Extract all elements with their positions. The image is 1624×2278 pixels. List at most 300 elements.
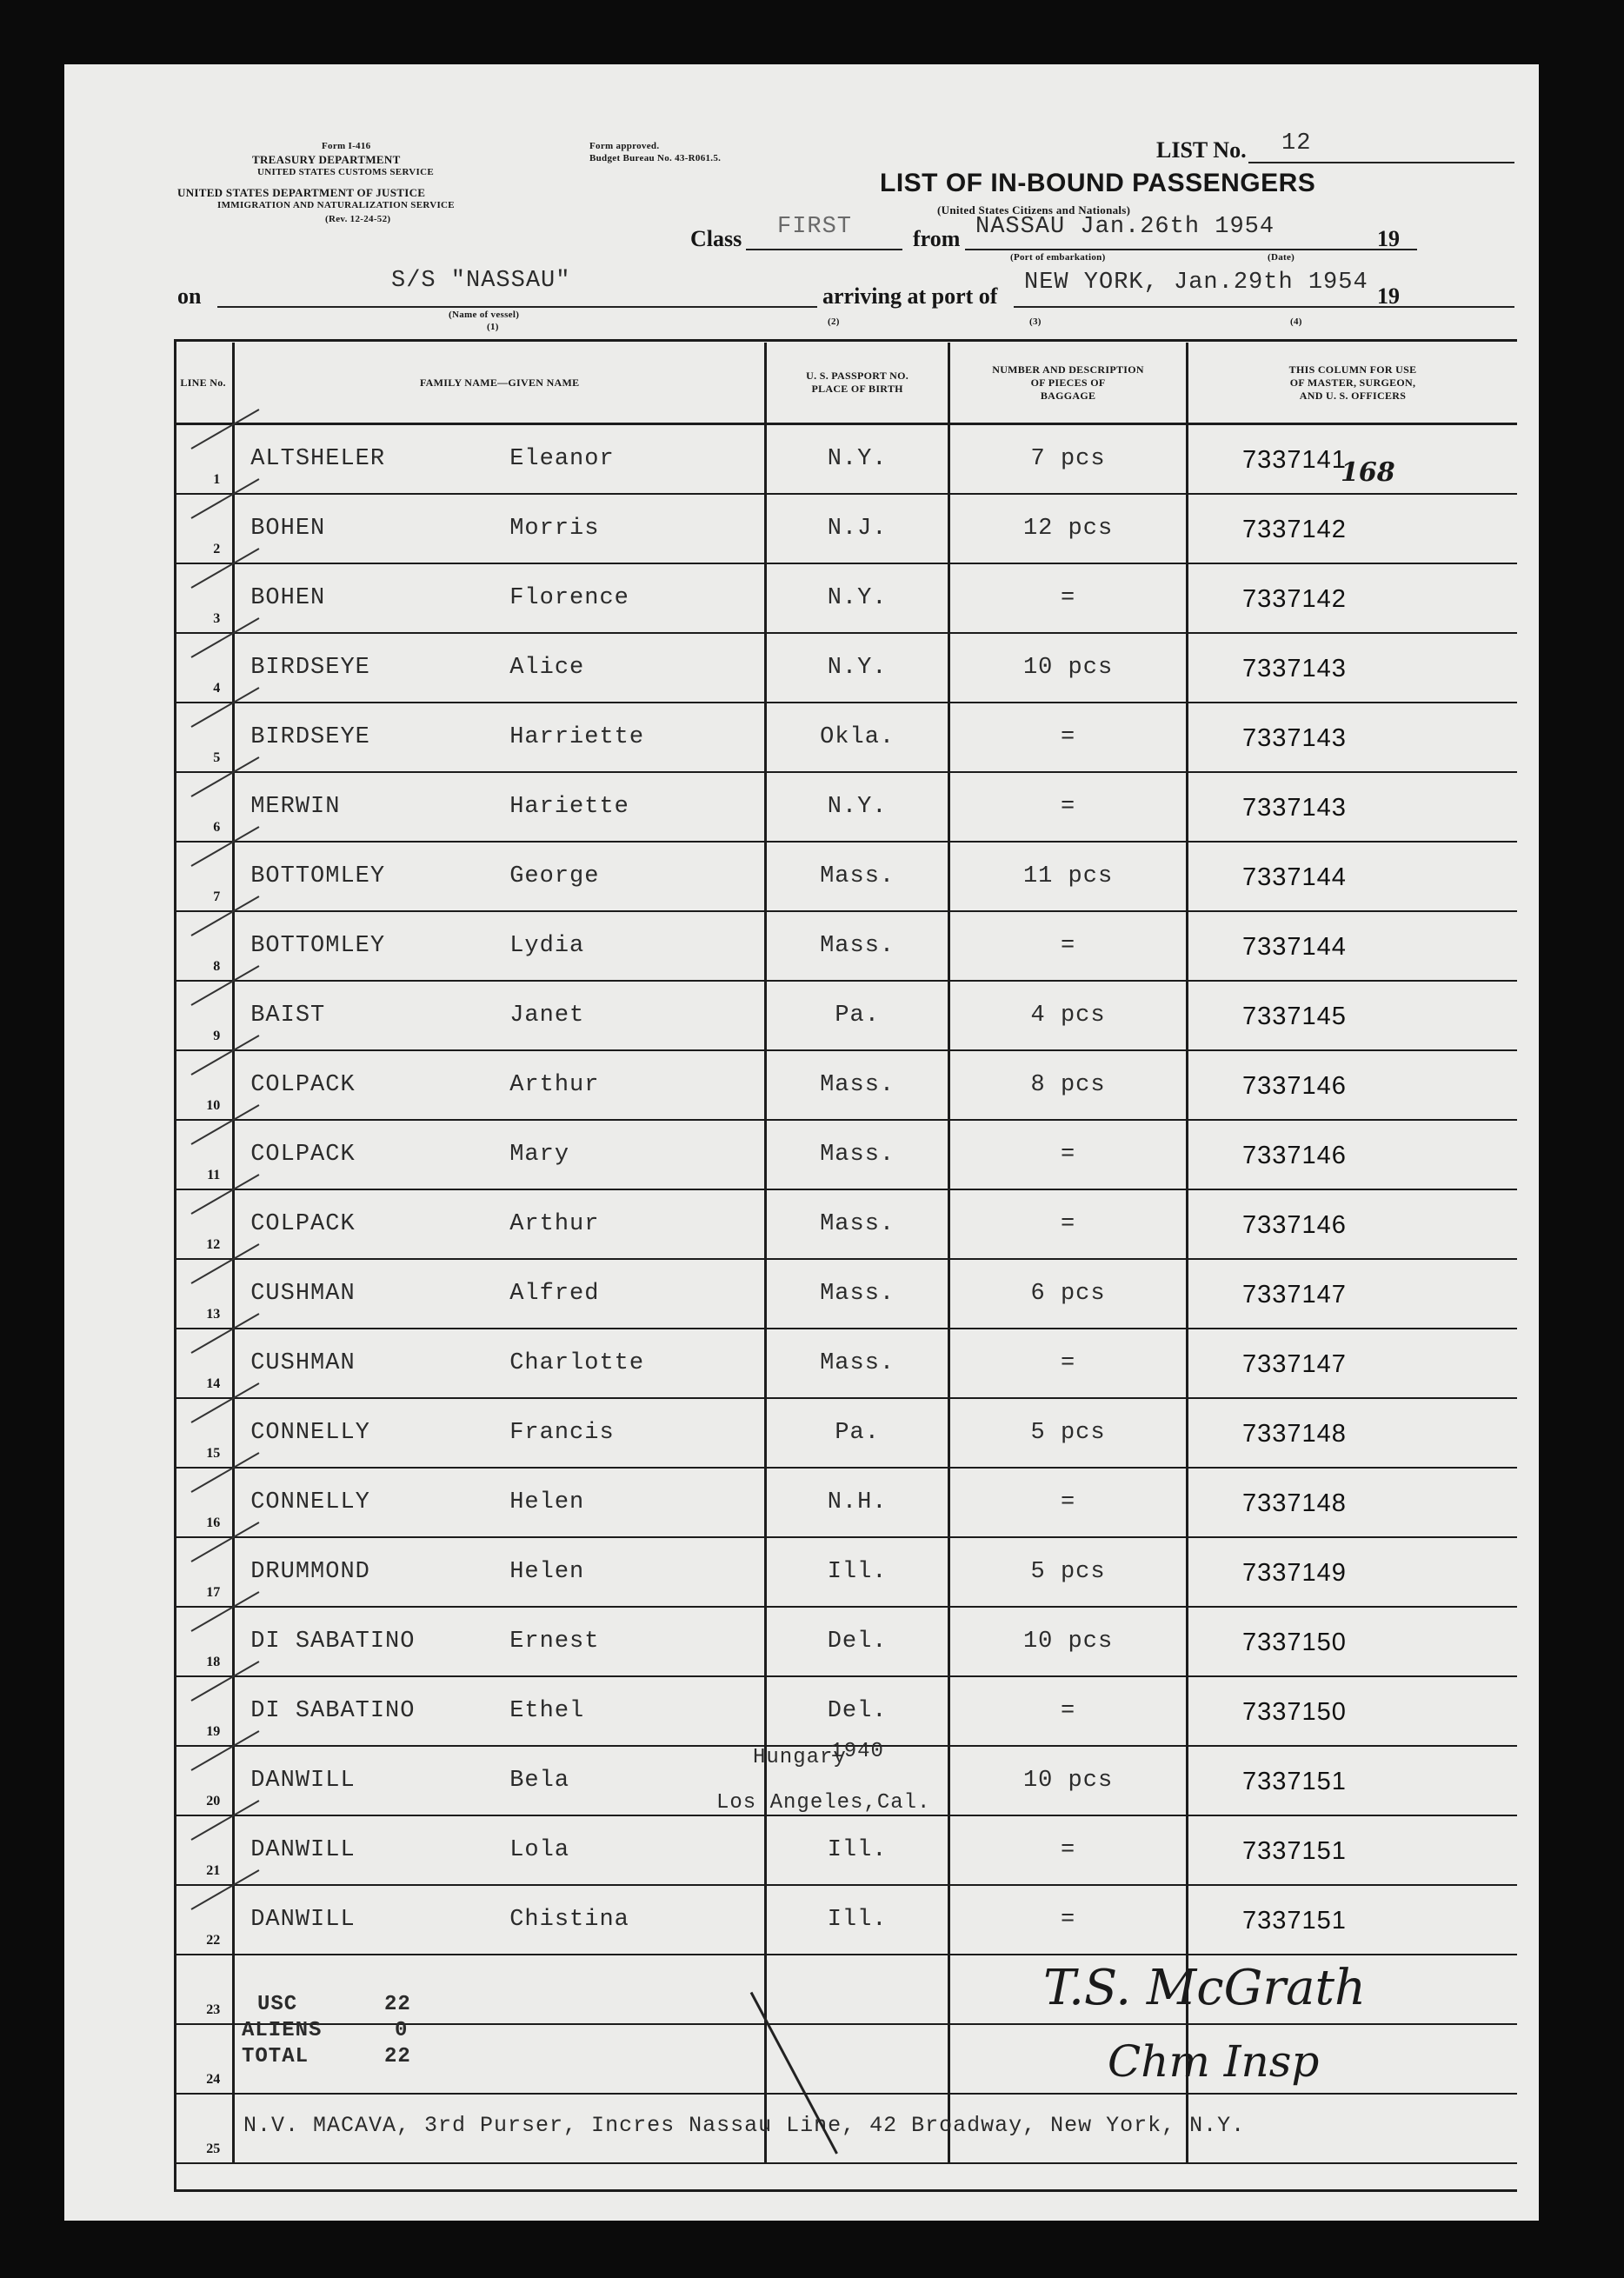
baggage-description: 10 pcs [1022,1768,1114,1794]
officer-number-cell [1188,1746,1517,1815]
baggage-description: 8 pcs [1030,1072,1106,1098]
line-no-cell [174,1259,234,1329]
birthplace-cell [766,1259,949,1329]
header-name: FAMILY NAME—GIVEN NAME [234,343,766,424]
name-cell [234,633,766,703]
baggage-cell [949,1120,1188,1189]
table-row [174,633,1517,703]
list-no-label: LIST No. [1156,137,1247,163]
officer-number-cell [1188,494,1517,563]
place-of-birth: N.Y. [827,655,888,681]
family-name: DI SABATINO [250,1698,416,1724]
passport-number: 7337151 [1242,1907,1347,1935]
budget-bureau: Budget Bureau No. 43-R061.5. [589,153,722,163]
given-name: Janet [509,1002,585,1029]
form-number: Form I-416 [322,141,371,151]
line-no-cell [174,911,234,981]
officer-number-cell [1188,1189,1517,1259]
treasury-department: TREASURY DEPARTMENT [252,153,401,166]
baggage-description: = [1060,1211,1076,1237]
place-of-birth: Mass. [820,933,895,959]
officer-number-cell [1188,981,1517,1050]
line-number: 7 [213,889,221,904]
passport-number: 7337141 [1242,446,1347,474]
name-cell [234,772,766,842]
passport-number: 7337150 [1242,1629,1347,1656]
arriving-label: arriving at port of [822,283,998,309]
birthplace-cell [766,424,949,495]
baggage-cell [949,1746,1188,1815]
line-number: 22 [206,1933,221,1948]
family-name: BIRDSEYE [250,655,370,681]
given-name: Alice [509,655,585,681]
family-name: BOTTOMLEY [250,863,386,889]
name-cell [234,1955,766,2024]
table-row [174,1329,1517,1398]
baggage-description: 10 pcs [1022,1629,1114,1655]
table-row [174,1120,1517,1189]
birthplace-cell [766,1050,949,1120]
baggage-description: = [1060,794,1076,820]
class-label: Class [690,226,742,251]
given-name: Bela [509,1768,570,1794]
given-name: Arthur [509,1211,600,1237]
baggage-description: = [1060,1350,1076,1376]
table-header-row [174,343,1517,424]
name-cell [234,494,766,563]
line-number: 14 [206,1376,221,1391]
place-of-birth: Ill. [827,1837,888,1863]
totals-total: 22 [384,2045,411,2068]
form-approved: Form approved. [589,141,660,151]
line-no-cell [174,772,234,842]
table-row [174,981,1517,1050]
given-name: Morris [509,516,600,542]
header-baggage: NUMBER AND DESCRIPTION OF PIECES OF BAGGAGE [949,343,1188,424]
baggage-description: 12 pcs [1022,516,1114,542]
caption-4: (4) [1290,316,1302,327]
caption-2: (2) [828,316,840,327]
officer-number-cell [1188,1815,1517,1885]
justice-department: UNITED STATES DEPARTMENT OF JUSTICE [177,186,426,199]
line-no-cell [174,633,234,703]
officer-number-cell [1188,1607,1517,1676]
caption-1: (1) [487,322,499,332]
name-cell [234,1537,766,1607]
family-name: CUSHMAN [250,1281,356,1307]
table-row [174,1537,1517,1607]
officer-number-cell [1188,1537,1517,1607]
header-line-no: LINE No. [174,343,234,424]
baggage-description: 11 pcs [1022,863,1114,889]
name-cell [234,1329,766,1398]
baggage-description: = [1060,724,1076,750]
passport-number: 7337143 [1242,724,1347,752]
baggage-cell [949,1676,1188,1746]
baggage-cell [949,1398,1188,1468]
totals-total-label: TOTAL [242,2045,309,2068]
baggage-cell [949,563,1188,633]
baggage-cell [949,842,1188,911]
name-cell [234,981,766,1050]
given-name: Alfred [509,1281,600,1307]
passport-number: 7337147 [1242,1281,1347,1309]
family-name: MERWIN [250,794,341,820]
line-no-cell [174,1815,234,1885]
officer-number-cell [1188,1398,1517,1468]
line-no-cell [174,1885,234,1955]
baggage-cell [949,1815,1188,1885]
table-row [174,1607,1517,1676]
line-number: 17 [206,1585,221,1600]
name-cell [234,1050,766,1120]
birthplace-cell [766,633,949,703]
given-name: Helen [509,1489,585,1515]
passport-number: 7337146 [1242,1072,1347,1100]
name-cell [234,911,766,981]
birthplace-cell [766,1329,949,1398]
officer-number-cell [1188,1120,1517,1189]
header-passport: U. S. PASSPORT NO. PLACE OF BIRTH [766,343,949,424]
line-number: 23 [206,2002,221,2017]
table-row [174,1189,1517,1259]
place-of-birth: Ill. [827,1907,888,1933]
passport-number: 7337146 [1242,1211,1347,1239]
birthplace-cell [766,1120,949,1189]
passport-number: 7337145 [1242,1002,1347,1030]
table-row [174,703,1517,772]
on-label: on [177,283,202,309]
class-value: FIRST [777,214,853,240]
officer-number-cell [1188,563,1517,633]
signature-inspector: Chm Insp [1108,2036,1320,2087]
place-of-birth: N.Y. [827,446,888,472]
birthplace-cell [766,1815,949,1885]
passport-number: 7337142 [1242,585,1347,613]
table-row [174,1885,1517,1955]
line-no-cell [174,981,234,1050]
baggage-description: 5 pcs [1030,1559,1106,1585]
line-number: 6 [213,820,221,835]
given-name: Harriette [509,724,645,750]
baggage-cell [949,703,1188,772]
passport-number: 7337151 [1242,1768,1347,1795]
baggage-cell [949,1607,1188,1676]
name-cell [234,1676,766,1746]
given-name: Lola [509,1837,570,1863]
given-name: Arthur [509,1072,600,1098]
family-name: BIRDSEYE [250,724,370,750]
baggage-cell [949,1537,1188,1607]
birthplace-cell [766,703,949,772]
name-cell [234,842,766,911]
officer-number-cell [1188,703,1517,772]
place-of-birth: Del. [827,1698,888,1724]
place-of-birth: Mass. [820,1281,895,1307]
table-row [174,1815,1517,1885]
baggage-description: 4 pcs [1030,1002,1106,1029]
name-cell [234,703,766,772]
line-no-cell [174,1955,234,2024]
birthplace-cell [766,1189,949,1259]
officer-number-cell [1188,633,1517,703]
baggage-cell [949,772,1188,842]
table-row [174,1676,1517,1746]
place-of-birth: 1940 [830,1740,884,1763]
year-prefix: 19 [1377,226,1400,251]
table-row [174,1398,1517,1468]
family-name: DI SABATINO [250,1629,416,1655]
given-name: Florence [509,585,629,611]
name-cell [234,424,766,495]
officer-number-cell [1188,1885,1517,1955]
given-name: Charlotte [509,1350,645,1376]
passport-number: 7337143 [1242,794,1347,822]
vessel-caption: (Name of vessel) [449,310,520,320]
given-name: George [509,863,600,889]
passport-number: 7337148 [1242,1489,1347,1517]
place-of-birth: Del. [827,1629,888,1655]
birthplace-cell [766,911,949,981]
from-value: NASSAU Jan.26th 1954 [975,214,1275,240]
caption-3: (3) [1029,316,1042,327]
baggage-description: = [1060,1142,1076,1168]
purser-line: N.V. MACAVA, 3rd Purser, Incres Nassau Line, 42 Broadway, New York, N.Y. [243,2113,1246,2138]
baggage-cell [949,1468,1188,1537]
table-row [174,1468,1517,1537]
table-row [174,563,1517,633]
family-name: COLPACK [250,1072,356,1098]
line-no-cell [174,1329,234,1398]
family-name: CONNELLY [250,1420,370,1446]
birthplace-cell [766,1537,949,1607]
name-cell [234,1398,766,1468]
passport-number: 7337142 [1242,516,1347,543]
line-number: 12 [206,1237,221,1252]
page-number-annotation: 168 [1341,457,1395,488]
passport-number: 7337151 [1242,1837,1347,1865]
family-name: ALTSHELER [250,446,386,472]
totals-aliens: 0 [395,2019,409,2042]
baggage-description: 7 pcs [1030,446,1106,472]
given-name: Francis [509,1420,615,1446]
given-name: Mary [509,1142,570,1168]
page-subtitle: (United States Citizens and Nationals) [937,203,1131,216]
baggage-cell [949,1189,1188,1259]
baggage-cell [949,1329,1188,1398]
place-of-birth: Mass. [820,863,895,889]
line-no-cell [174,1676,234,1746]
passport-number: 7337144 [1242,863,1347,891]
table-row [174,842,1517,911]
baggage-description: 6 pcs [1030,1281,1106,1307]
totals-usc-label: USC [257,1993,298,2016]
line-no-cell [174,703,234,772]
place-of-birth: N.H. [827,1489,888,1515]
baggage-description: = [1060,1907,1076,1933]
baggage-description: = [1060,933,1076,959]
family-name: COLPACK [250,1142,356,1168]
line-number: 1 [213,472,221,487]
table-row [174,1050,1517,1120]
given-name: Ernest [509,1629,600,1655]
birthplace-cell [766,1955,949,2024]
family-name: DANWILL [250,1768,356,1794]
line-number: 24 [206,2072,221,2087]
baggage-description: 10 pcs [1022,655,1114,681]
place-of-birth: Mass. [820,1072,895,1098]
officer-number-cell [1188,842,1517,911]
line-number: 19 [206,1724,221,1739]
table-row [174,1259,1517,1329]
line-number: 16 [206,1515,221,1530]
place-of-birth: Pa. [835,1420,880,1446]
totals-aliens-label: ALIENS [242,2019,323,2042]
passport-number: 7337144 [1242,933,1347,961]
birthplace-los-angeles: Los Angeles,Cal. [716,1791,931,1815]
given-name: Hariette [509,794,629,820]
officer-number-cell [1188,1468,1517,1537]
place-of-birth: N.J. [827,516,888,542]
given-name: Helen [509,1559,585,1585]
table-row [174,494,1517,563]
birthplace-cell [766,842,949,911]
place-of-birth: Pa. [835,1002,880,1029]
line-no-cell [174,1120,234,1189]
officer-number-cell [1188,1329,1517,1398]
table-row [174,424,1517,495]
table-row [174,772,1517,842]
line-number: 13 [206,1307,221,1322]
line-no-cell [174,2024,234,2094]
birthplace-cell [766,981,949,1050]
table-row [174,911,1517,981]
baggage-cell [949,494,1188,563]
family-name: BAIST [250,1002,326,1029]
line-number: 9 [213,1029,221,1043]
officer-number-cell [1188,1259,1517,1329]
manifest-page [64,64,1539,2221]
place-of-birth: Mass. [820,1350,895,1376]
line-no-cell [174,424,234,495]
name-cell [234,1607,766,1676]
birthplace-cell [766,1607,949,1676]
officer-number-cell [1188,1050,1517,1120]
passport-number: 7337148 [1242,1420,1347,1448]
date-caption: (Date) [1268,252,1295,263]
baggage-cell [949,1050,1188,1120]
line-no-cell [174,563,234,633]
header-officers: THIS COLUMN FOR USE OF MASTER, SURGEON, AND U. S. OFFICERS [1188,343,1517,424]
name-cell [234,1120,766,1189]
passenger-table [174,343,1517,2164]
birthplace-cell [766,2024,949,2094]
passport-number: 7337147 [1242,1350,1347,1378]
name-cell [234,1746,766,1815]
arriving-value: NEW YORK, Jan.29th 1954 [1024,270,1368,296]
family-name: BOTTOMLEY [250,933,386,959]
line-number: 2 [213,542,221,556]
officer-number-cell [1188,1676,1517,1746]
place-of-birth: Mass. [820,1142,895,1168]
given-name: Eleanor [509,446,615,472]
totals-usc: 22 [384,1993,411,2016]
passport-number: 7337150 [1242,1698,1347,1726]
line-no-cell [174,1398,234,1468]
line-number: 10 [206,1098,221,1113]
place-of-birth: Ill. [827,1559,888,1585]
line-number: 15 [206,1446,221,1461]
place-of-birth: N.Y. [827,585,888,611]
family-name: BOHEN [250,585,326,611]
birthplace-cell [766,1468,949,1537]
customs-service: UNITED STATES CUSTOMS SERVICE [257,167,435,177]
place-of-birth: Okla. [820,724,895,750]
given-name: Chistina [509,1907,629,1933]
baggage-description: = [1060,1489,1076,1515]
birthplace-hungary: Hungary [753,1746,847,1769]
line-no-cell [174,2094,234,2163]
baggage-cell [949,981,1188,1050]
family-name: COLPACK [250,1211,356,1237]
passport-number: 7337146 [1242,1142,1347,1169]
line-number: 18 [206,1655,221,1669]
baggage-cell [949,1885,1188,1955]
line-no-cell [174,1468,234,1537]
line-number: 4 [213,681,221,696]
line-number: 20 [206,1794,221,1808]
family-name: CONNELLY [250,1489,370,1515]
name-cell [234,1468,766,1537]
line-number: 3 [213,611,221,626]
baggage-description: = [1060,1837,1076,1863]
line-no-cell [174,1537,234,1607]
baggage-description: 5 pcs [1030,1420,1106,1446]
signature-mcgrath: T.S. McGrath [1043,1960,1367,2016]
name-cell [234,1885,766,1955]
line-no-cell [174,494,234,563]
line-number: 5 [213,750,221,765]
line-number: 11 [207,1168,221,1182]
line-no-cell [174,1050,234,1120]
name-cell [234,1815,766,1885]
given-name: Lydia [509,933,585,959]
birthplace-cell [766,494,949,563]
family-name: CUSHMAN [250,1350,356,1376]
family-name: DANWILL [250,1907,356,1933]
port-embarkation-caption: (Port of embarkation) [1010,252,1106,263]
immigration-service: IMMIGRATION AND NATURALIZATION SERVICE [217,200,455,210]
line-no-cell [174,1607,234,1676]
name-cell [234,563,766,633]
officer-number-cell [1188,911,1517,981]
name-cell [234,1189,766,1259]
vessel-name: S/S "NASSAU" [391,268,571,294]
baggage-description: = [1060,585,1076,611]
baggage-cell [949,424,1188,495]
birthplace-cell [766,1398,949,1468]
list-no-value: 12 [1281,130,1312,157]
baggage-cell [949,1259,1188,1329]
passport-number: 7337143 [1242,655,1347,683]
given-name: Ethel [509,1698,585,1724]
year-prefix-2: 19 [1377,283,1400,309]
place-of-birth: Mass. [820,1211,895,1237]
line-no-cell [174,842,234,911]
place-of-birth: N.Y. [827,794,888,820]
line-number: 25 [206,2141,221,2156]
revision-date: (Rev. 12-24-52) [325,214,391,224]
